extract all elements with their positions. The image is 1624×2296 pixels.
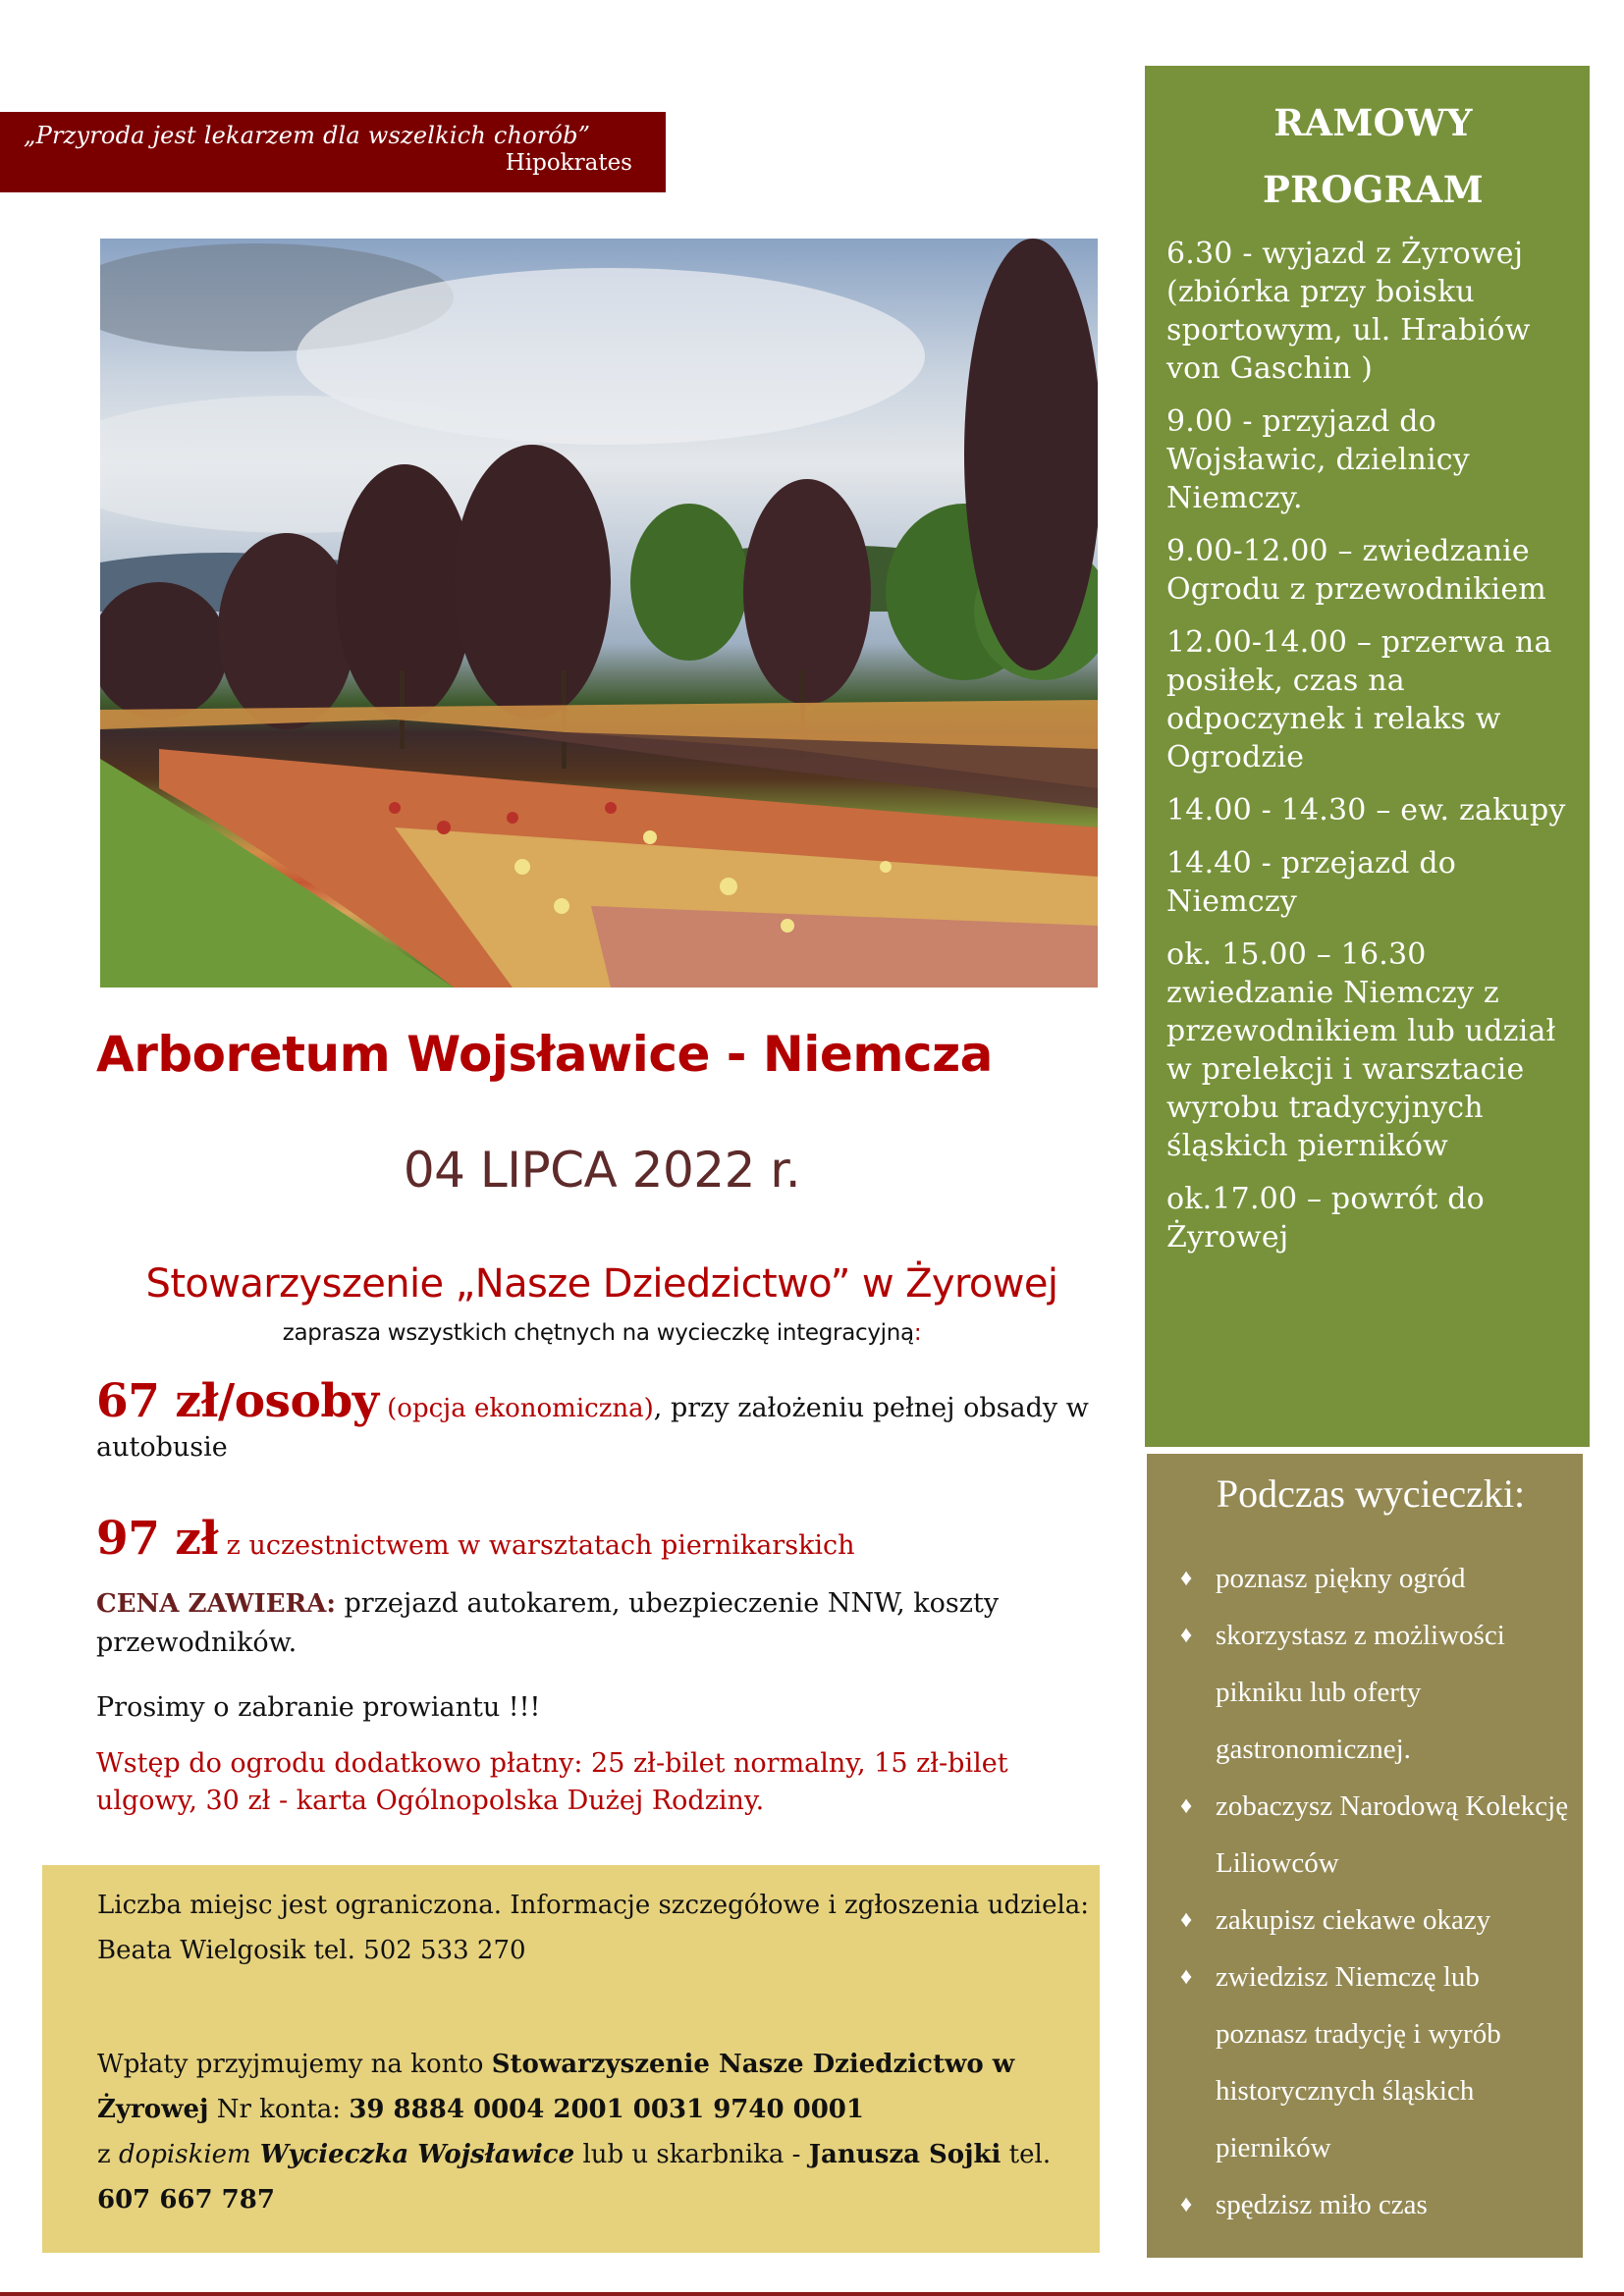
diamond-bullet-icon: ♦	[1180, 2192, 1193, 2217]
list-item	[1168, 1892, 1573, 1949]
program-item: 9.00-12.00 – zwiedzanie Ogrodu z przewodnikiem	[1166, 534, 1546, 607]
tour-item-text: spędzisz miło czas	[1216, 2189, 1428, 2220]
provisions-note: Prosimy o zabranie prowiantu !!!	[96, 1692, 541, 1723]
program-item: 9.00 - przyjazd do Wojsławic, dzielnicy Niemczy.	[1166, 404, 1470, 515]
payment-intro: Wpłaty przyjmujemy na konto	[97, 2050, 492, 2079]
diamond-bullet-icon: ♦	[1180, 1793, 1193, 1819]
entry-fee-note: Wstęp do ogrodu dodatkowo płatny: 25 zł-bilet normalny, 15 zł-bilet ulgowy, 30 zł - karta Ogólnopolska Dużej Rodziny.	[96, 1748, 1008, 1816]
price-economic-value: 67 zł/osoby	[96, 1374, 379, 1428]
payment-note-title: Wycieczka Wojsławice	[250, 2140, 575, 2169]
tour-item-text: poznasz piękny ogród	[1216, 1563, 1466, 1594]
tour-item-text: zobaczysz Narodową Kolekcję Liliowców	[1216, 1790, 1569, 1879]
payment-account-name: Stowarzyszenie Nasze Dziedzictwo w Żyrowej	[97, 2050, 1015, 2124]
tour-item-text: zwiedzisz Niemczę lub poznasz tradycję i wyrób historycznych śląskich pierników	[1216, 1961, 1501, 2163]
price-option-economic	[96, 1374, 1117, 1468]
invitation-colon: :	[913, 1320, 922, 1346]
price-includes	[96, 1584, 1117, 1663]
invitation-text	[96, 1318, 1108, 1348]
list-item	[1168, 1778, 1573, 1892]
diamond-bullet-icon: ♦	[1180, 1964, 1193, 1990]
payment-note-italic: dopiskiem	[118, 2140, 251, 2169]
list-item	[1168, 1949, 1573, 2176]
program-title-line2: PROGRAM	[1263, 168, 1484, 211]
program-item: 6.30 - wyjazd z Żyrowej (zbiórka przy boisku sportowym, ul. Hrabiów von Gaschin )	[1166, 237, 1531, 386]
payment-info	[97, 2042, 1090, 2222]
organizer-name: Stowarzyszenie „Nasze Dziedzictwo” w Żyrowej	[145, 1261, 1058, 1307]
quote-banner	[0, 112, 666, 192]
treasurer-phone: 607 667 787	[97, 2185, 275, 2215]
contact-info-box	[42, 1865, 1100, 2253]
price-option-workshop	[96, 1510, 1117, 1575]
quote-text: „Przyroda jest lekarzem dla wszelkich chorób”	[24, 122, 591, 149]
event-date: 04 LIPCA 2022 r.	[403, 1142, 801, 1199]
event-title: Arboretum Wojsławice - Niemcza	[96, 1026, 993, 1083]
diamond-bullet-icon: ♦	[1180, 1566, 1193, 1591]
price-includes-label: CENA ZAWIERA:	[96, 1589, 336, 1619]
tour-title: Podczas wycieczki:	[1216, 1471, 1526, 1516]
tour-item-text: zakupisz ciekawe okazy	[1216, 1904, 1491, 1936]
list-item	[1168, 2176, 1573, 2233]
tour-highlights-list	[1168, 1550, 1573, 2233]
program-item: 14.40 - przejazd do Niemczy	[1166, 846, 1456, 919]
limited-places-text: Liczba miejsc jest ograniczona. Informacje szczegółowe i zgłoszenia udziela: Beata Wielgosik tel. 502 533 270	[97, 1891, 1090, 1965]
bottom-divider	[0, 2292, 1624, 2296]
program-item: 14.00 - 14.30 – ew. zakupy	[1166, 793, 1566, 828]
diamond-bullet-icon: ♦	[1180, 1623, 1193, 1648]
payment-note-mid: lub u skarbnika -	[574, 2140, 809, 2169]
garden-photo-illustration	[100, 239, 1098, 988]
treasurer-tel-label: tel.	[1001, 2140, 1052, 2169]
program-box	[1145, 66, 1590, 1447]
program-title	[1166, 89, 1580, 223]
program-item: 12.00-14.00 – przerwa na posiłek, czas na odpoczynek i relaks w Ogrodzie	[1166, 625, 1552, 774]
quote-author: Hipokrates	[505, 150, 632, 176]
price-workshop-value: 97 zł	[96, 1512, 219, 1566]
list-item	[1168, 1607, 1573, 1778]
payment-account-number: 39 8884 0004 2001 0031 9740 0001	[349, 2095, 864, 2124]
program-item: ok.17.00 – powrót do Żyrowej	[1166, 1182, 1485, 1255]
tour-highlights-box	[1147, 1454, 1583, 2258]
treasurer-name: Janusza Sojki	[808, 2140, 1001, 2169]
diamond-bullet-icon: ♦	[1180, 1907, 1193, 1933]
price-workshop-note: z uczestnictwem w warsztatach piernikarskich	[226, 1530, 855, 1561]
price-includes-text: przejazd autokarem, ubezpieczenie NNW, koszty przewodników.	[96, 1588, 1000, 1658]
program-title-line1: RAMOWY	[1273, 101, 1473, 144]
invitation-body: zaprasza wszystkich chętnych na wycieczkę integracyjną	[282, 1320, 914, 1346]
price-economic-condition: , przy założeniu pełnej obsady w autobusie	[96, 1393, 1089, 1463]
garden-photo	[100, 239, 1098, 988]
program-item: ok. 15.00 – 16.30 zwiedzanie Niemczy z przewodnikiem lub udział w prelekcji i warsztacie wyrobu tradycyjnych śląskich pierników	[1166, 937, 1556, 1163]
payment-nr-label: Nr konta:	[208, 2095, 350, 2124]
list-item	[1168, 1550, 1573, 1607]
payment-note-prefix: z	[97, 2140, 119, 2169]
tour-item-text: skorzystasz z możliwości pikniku lub oferty gastronomicznej.	[1216, 1620, 1505, 1765]
price-economic-note: (opcja ekonomiczna)	[387, 1394, 654, 1423]
